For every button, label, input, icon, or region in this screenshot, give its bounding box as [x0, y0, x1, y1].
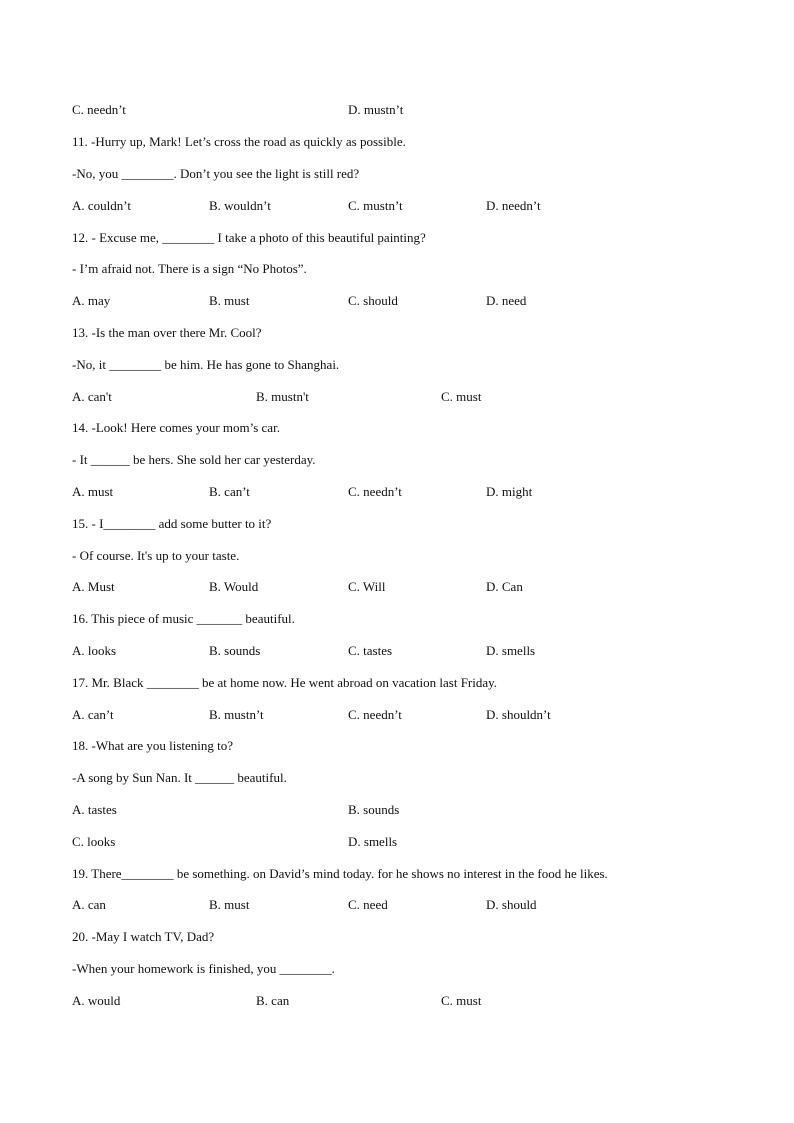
- q15-reply: - Of course. It's up to your taste.: [72, 548, 240, 563]
- q13-option-a: A. can't: [72, 389, 112, 404]
- q18-options-row2: [72, 834, 772, 850]
- q11-question: 11. -Hurry up, Mark! Let’s cross the road as quickly as possible.: [72, 134, 406, 149]
- q20-option-a: A. would: [72, 993, 121, 1008]
- q16-option-c: C. tastes: [348, 643, 393, 658]
- q20-option-b: B. can: [256, 993, 290, 1008]
- q14-question: 14. -Look! Here comes your mom’s car.: [72, 420, 280, 435]
- q17-option-d: D. shouldn’t: [486, 707, 551, 722]
- q20-option-c: C. must: [441, 993, 482, 1008]
- q14-option-a: A. must: [72, 484, 114, 499]
- q12-question: 12. - Excuse me, ________ I take a photo of this beautiful painting?: [72, 230, 426, 245]
- q14-option-d: D. might: [486, 484, 533, 499]
- q15-option-d: D. Can: [486, 579, 523, 594]
- q18-question: 18. -What are you listening to?: [72, 738, 234, 753]
- q13-options: [72, 389, 772, 405]
- q15-option-c: C. Will: [348, 579, 386, 594]
- q20-reply: -When your homework is finished, you ________.: [72, 961, 335, 976]
- q18-option-c: C. looks: [72, 834, 116, 849]
- q12-options: [72, 293, 772, 309]
- q18-option-b: B. sounds: [348, 802, 400, 817]
- q19-option-d: D. should: [486, 897, 537, 912]
- q13-question: 13. -Is the man over there Mr. Cool?: [72, 325, 262, 340]
- q18-reply: -A song by Sun Nan. It ______ beautiful.: [72, 770, 287, 785]
- q11-option-b: B. wouldn’t: [209, 198, 271, 213]
- q19-option-b: B. must: [209, 897, 250, 912]
- q19-option-a: A. can: [72, 897, 106, 912]
- q16-option-a: A. looks: [72, 643, 117, 658]
- q13-option-c: C. must: [441, 389, 482, 404]
- q16-option-b: B. sounds: [209, 643, 261, 658]
- q19-question: 19. There________ be something. on David’s mind today. for he shows no interest in the food he likes.: [72, 866, 608, 881]
- q15-question: 15. - I________ add some butter to it?: [72, 516, 272, 531]
- q20-question: 20. -May I watch TV, Dad?: [72, 929, 215, 944]
- q11-option-c: C. mustn’t: [348, 198, 403, 213]
- q12-option-a: A. may: [72, 293, 111, 308]
- q10-options: [72, 102, 772, 118]
- q12-option-c: C. should: [348, 293, 398, 308]
- q15-option-b: B. Would: [209, 579, 259, 594]
- q14-options: [72, 484, 772, 500]
- q19-option-c: C. need: [348, 897, 388, 912]
- q12-option-b: B. must: [209, 293, 250, 308]
- q11-reply: -No, you ________. Don’t you see the light is still red?: [72, 166, 360, 181]
- q18-option-a: A. tastes: [72, 802, 117, 817]
- q11-option-d: D. needn’t: [486, 198, 541, 213]
- q15-option-a: A. Must: [72, 579, 115, 594]
- q18-options-row1: [72, 802, 772, 818]
- q10-option-c: C. needn’t: [72, 102, 126, 117]
- q14-option-b: B. can’t: [209, 484, 250, 499]
- q10-option-d: D. mustn’t: [348, 102, 404, 117]
- q11-options: [72, 198, 772, 214]
- q11-option-a: A. couldn’t: [72, 198, 131, 213]
- q15-options: [72, 579, 772, 595]
- q18-option-d: D. smells: [348, 834, 398, 849]
- q17-option-c: C. needn’t: [348, 707, 402, 722]
- q20-options: [72, 993, 772, 1009]
- q17-options: [72, 707, 772, 723]
- q12-reply: - I’m afraid not. There is a sign “No Photos”.: [72, 261, 307, 276]
- q17-option-b: B. mustn’t: [209, 707, 264, 722]
- q14-option-c: C. needn’t: [348, 484, 402, 499]
- q16-option-d: D. smells: [486, 643, 536, 658]
- q13-reply: -No, it ________ be him. He has gone to Shanghai.: [72, 357, 340, 372]
- q14-reply: - It ______ be hers. She sold her car yesterday.: [72, 452, 316, 467]
- q17-option-a: A. can’t: [72, 707, 114, 722]
- q19-options: [72, 897, 772, 913]
- q13-option-b: B. mustn't: [256, 389, 309, 404]
- q16-options: [72, 643, 772, 659]
- q17-question: 17. Mr. Black ________ be at home now. He went abroad on vacation last Friday.: [72, 675, 498, 690]
- q12-option-d: D. need: [486, 293, 527, 308]
- q16-question: 16. This piece of music _______ beautiful.: [72, 611, 295, 626]
